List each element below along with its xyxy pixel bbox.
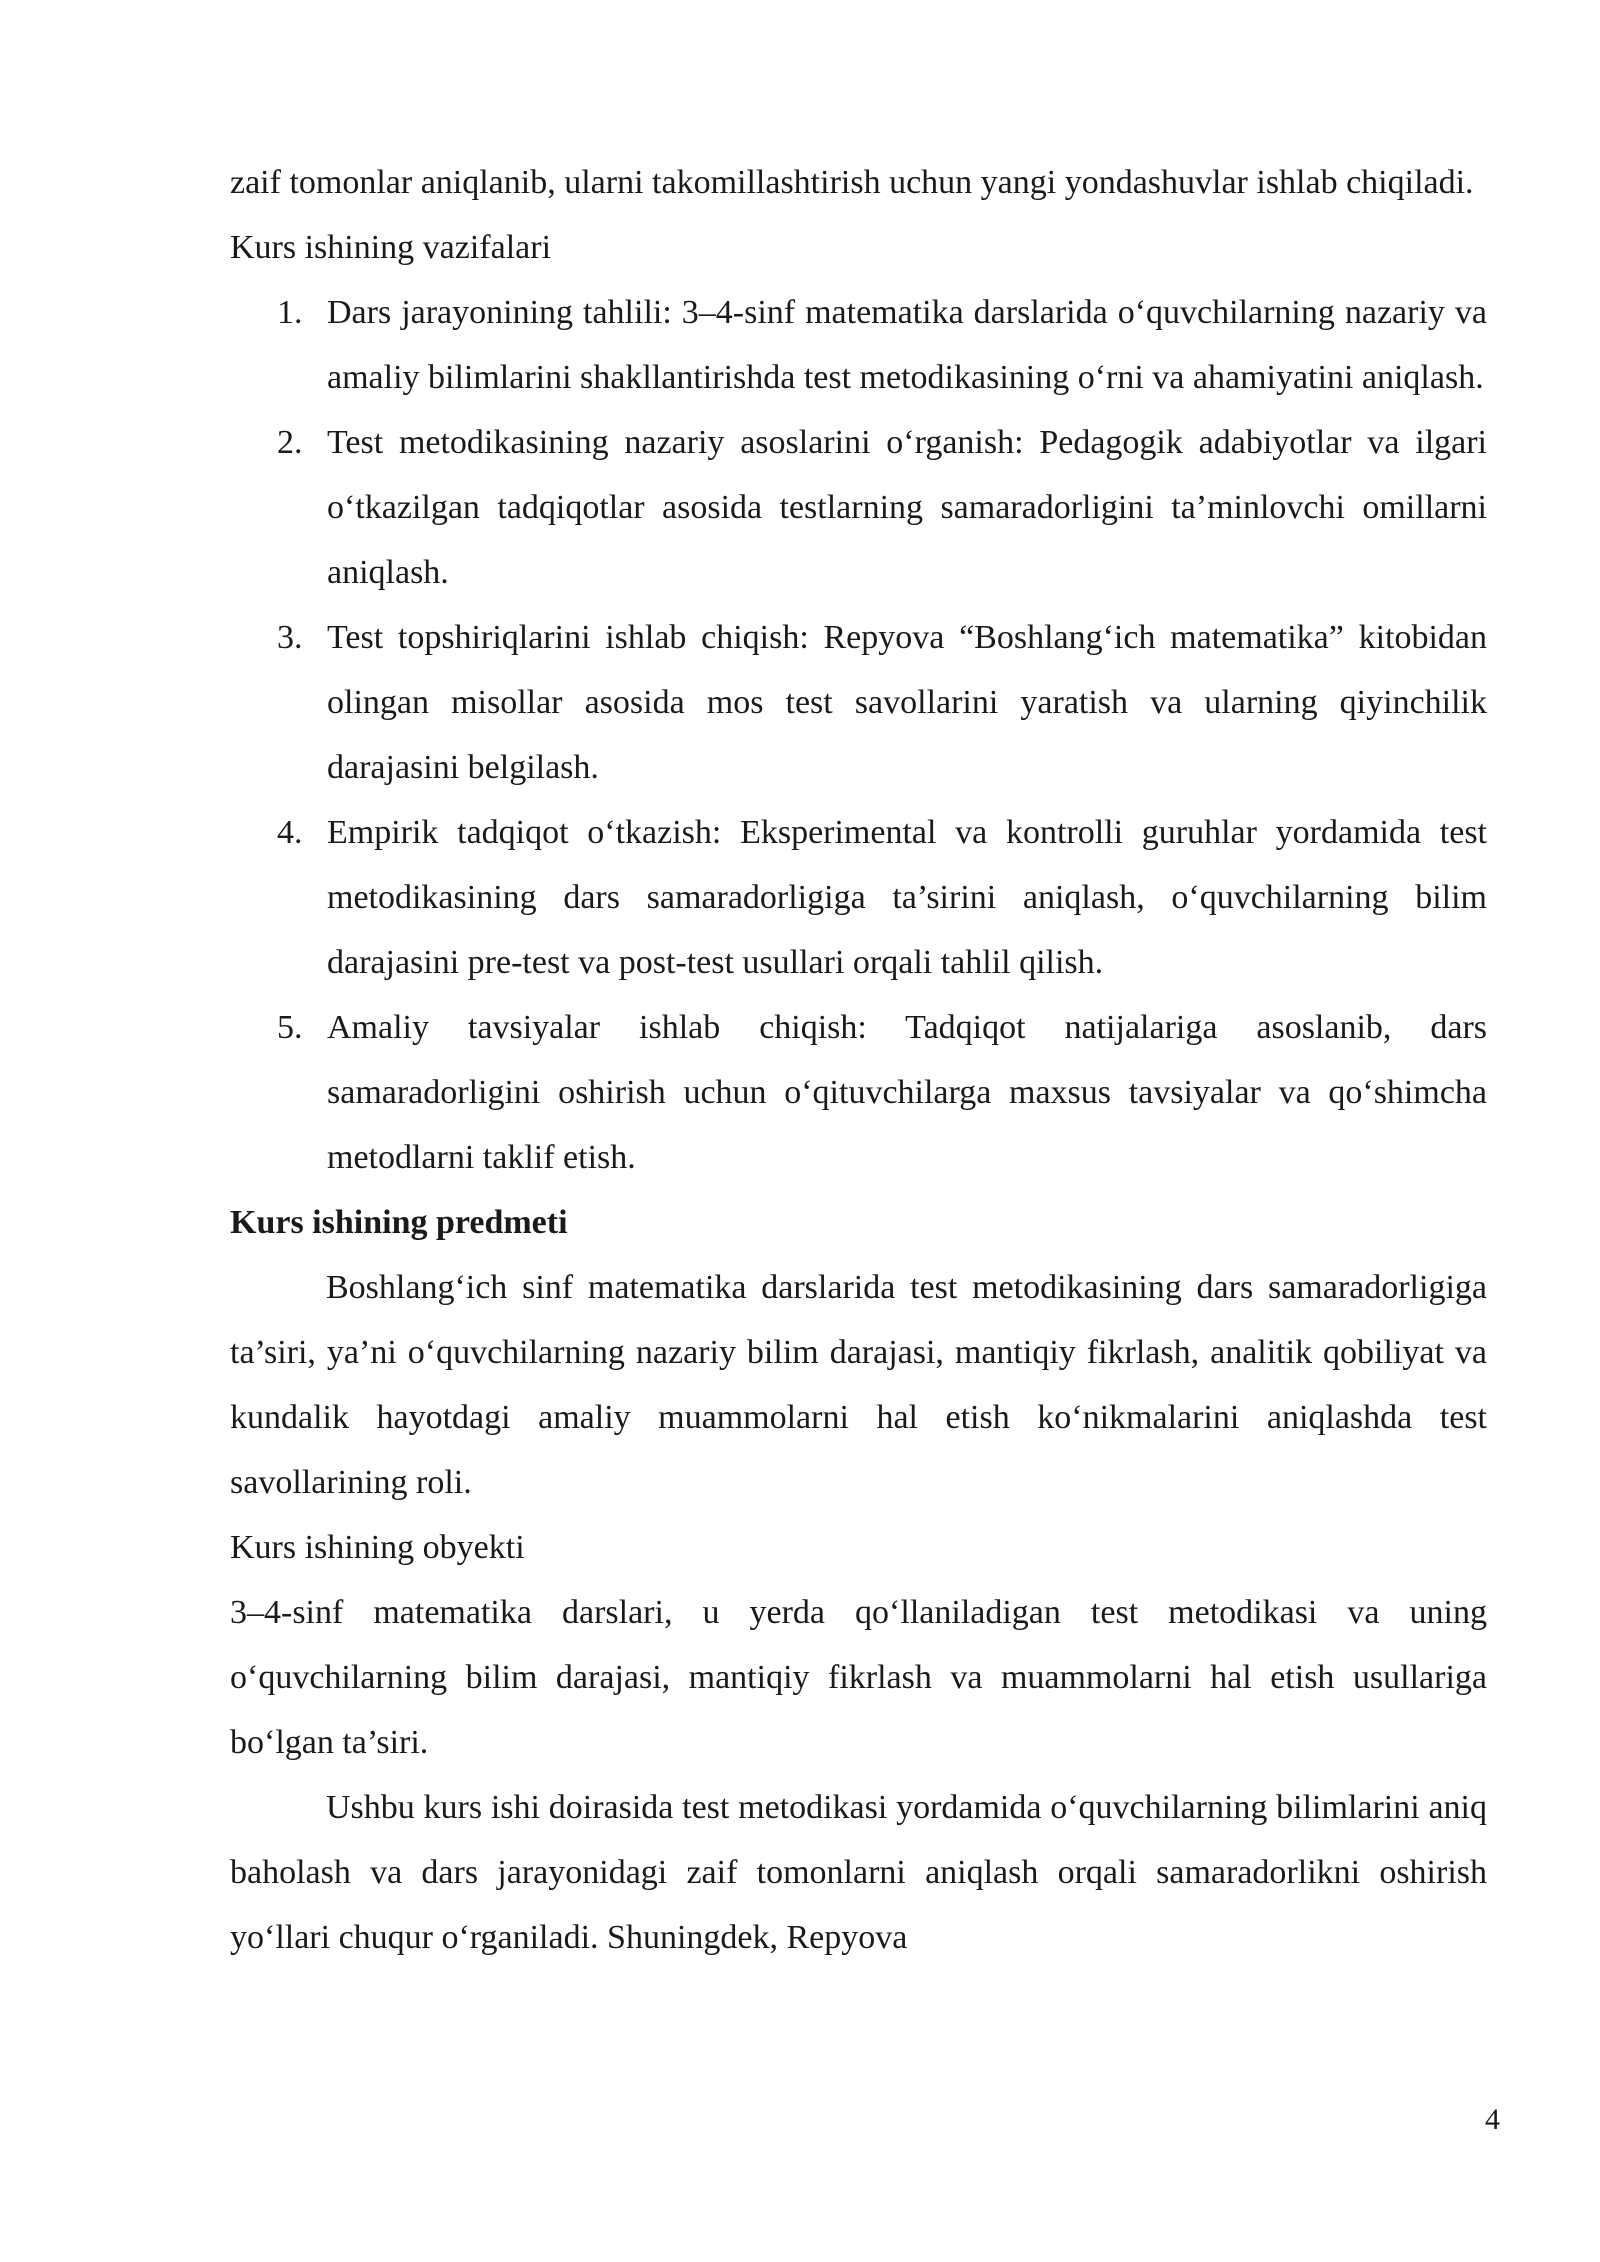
- task-number: 4.: [277, 814, 303, 851]
- continuation-paragraph: zaif tomonlar aniqlanib, ularni takomillashtirish uchun yangi yondashuvlar ishlab chiqiladi.: [230, 164, 1474, 201]
- closing-paragraph: Ushbu kurs ishi doirasida test metodikasi yordamida o‘quvchilarning bilimlarini aniq baholash va dars jarayonidagi zaif tomonlarni aniqlash orqali samaradorlikni oshirish yo‘llari chuqur o‘rganiladi. Shuningdek, Repyova: [230, 1789, 1487, 1956]
- page-body: [230, 150, 1487, 1970]
- subject-heading: Kurs ishining predmeti: [230, 1204, 568, 1241]
- task-text: Test topshiriqlarini ishlab chiqish: Repyova “Boshlang‘ich matematika” kitobidan olingan misollar asosida mos test savollarini yaratish va ularning qiyinchilik darajasini belgilash.: [327, 619, 1487, 786]
- subject-paragraph: Boshlang‘ich sinf matematika darslarida test metodikasining dars samaradorligiga ta’siri, ya’ni o‘quvchilarning nazariy bilim darajasi, mantiqiy fikrlash, analitik qobiliyat va kundalik hayotdagi amaliy muammolarni hal etish ko‘nikmalarini aniqlashda test savollarining roli.: [230, 1269, 1487, 1501]
- tasks-heading: Kurs ishining vazifalari: [230, 229, 552, 266]
- object-heading: Kurs ishining obyekti: [230, 1529, 525, 1566]
- object-paragraph: 3–4-sinf matematika darslari, u yerda qo‘llaniladigan test metodikasi va uning o‘quvchilarning bilim darajasi, mantiqiy fikrlash va muammolarni hal etish usullariga bo‘lgan ta’siri.: [230, 1594, 1487, 1761]
- task-item: [230, 280, 1487, 410]
- task-item: [230, 995, 1487, 1190]
- task-number: 5.: [277, 1009, 303, 1046]
- task-item: [230, 605, 1487, 800]
- task-number: 3.: [277, 619, 303, 656]
- task-text: Dars jarayonining tahlili: 3–4-sinf matematika darslarida o‘quvchilarning nazariy va amaliy bilimlarini shakllantirishda test metodikasining o‘rni va ahamiyatini aniqlash.: [327, 294, 1487, 396]
- task-item: [230, 410, 1487, 605]
- task-text: Empirik tadqiqot o‘tkazish: Eksperimental va kontrolli guruhlar yordamida test metodikasining dars samaradorligiga ta’sirini aniqlash, o‘quvchilarning bilim darajasini pre-test va post-test usullari orqali tahlil qilish.: [327, 814, 1487, 981]
- tasks-list: [230, 280, 1487, 1190]
- task-text: Test metodikasining nazariy asoslarini o‘rganish: Pedagogik adabiyotlar va ilgari o‘tkazilgan tadqiqotlar asosida testlarning samaradorligini ta’minlovchi omillarni aniqlash.: [327, 424, 1487, 591]
- task-number: 1.: [277, 294, 303, 331]
- task-number: 2.: [277, 424, 303, 461]
- task-item: [230, 800, 1487, 995]
- task-text: Amaliy tavsiyalar ishlab chiqish: Tadqiqot natijalariga asoslanib, dars samaradorligini oshirish uchun o‘qituvchilarga maxsus tavsiyalar va qo‘shimcha metodlarni taklif etish.: [327, 1009, 1487, 1176]
- page-number: 4: [1485, 2103, 1500, 2136]
